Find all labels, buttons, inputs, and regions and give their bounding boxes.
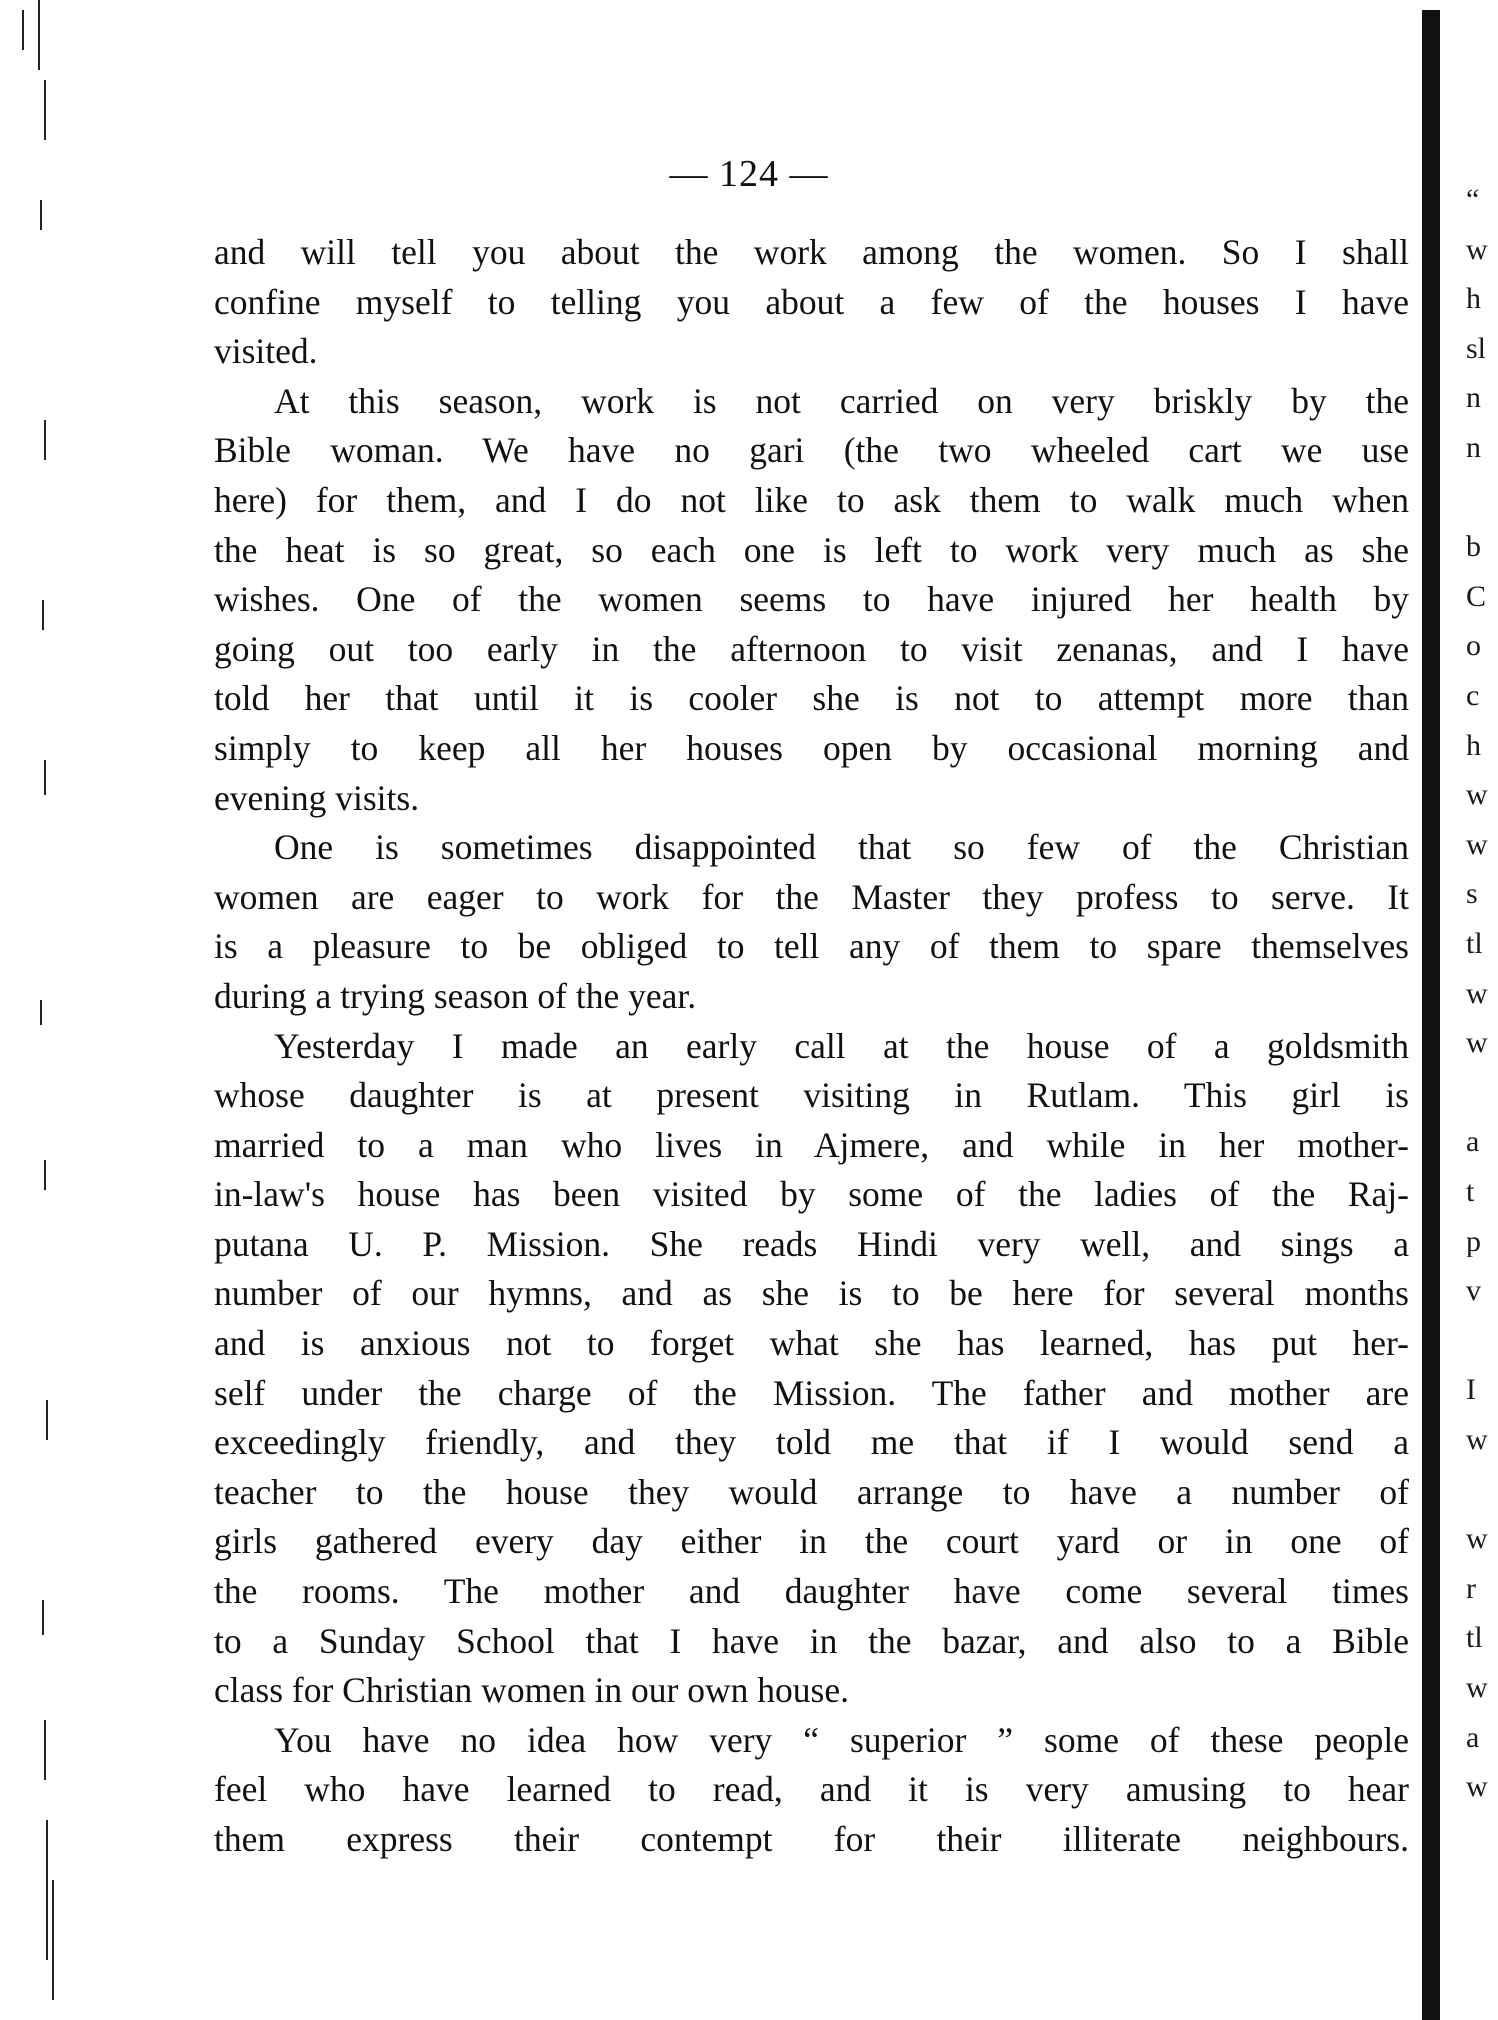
adjacent-page-fragment: s: [1466, 879, 1478, 910]
adjacent-page-fragment: c: [1466, 681, 1480, 711]
adjacent-page-fragment: “: [1466, 185, 1480, 215]
text-line: Bible woman. We have no gari (the two wheeled cart we use: [214, 430, 1409, 471]
text-line: One is sometimes disappointed that so few of the Christian: [274, 827, 1409, 868]
adjacent-page-fragment: p: [1466, 1226, 1481, 1257]
text-line: visited.: [214, 331, 318, 372]
text-line: the rooms. The mother and daughter have come several times: [214, 1571, 1409, 1612]
adjacent-page-fragment: a: [1466, 1127, 1480, 1158]
text-line: class for Christian women in our own house.: [214, 1670, 849, 1711]
text-line: told her that until it is cooler she is not to attempt more than: [214, 678, 1409, 719]
text-line: wishes. One of the women seems to have injured her health by: [214, 579, 1409, 620]
text-line: girls gathered every day either in the court yard or in one of: [214, 1521, 1409, 1562]
adjacent-page-fragment: v: [1466, 1276, 1481, 1307]
text-line: feel who have learned to read, and it is very amusing to hear: [214, 1769, 1409, 1810]
text-line: is a pleasure to be obliged to tell any of them to spare themselves: [214, 926, 1409, 967]
adjacent-page-edge: [1466, 0, 1498, 2020]
text-line: and will tell you about the work among the women. So I shall: [214, 232, 1409, 272]
paragraph: [214, 228, 1409, 377]
text-line: here) for them, and I do not like to ask them to walk much when: [214, 479, 1409, 520]
adjacent-page-fragment: h: [1466, 730, 1481, 761]
adjacent-page-fragment: w: [1466, 780, 1488, 811]
adjacent-page-fragment: w: [1466, 1425, 1488, 1456]
adjacent-page-fragment: o: [1466, 631, 1481, 662]
adjacent-page-fragment: b: [1466, 532, 1481, 563]
page-number: — 124 —: [669, 153, 829, 195]
adjacent-page-fragment: n: [1466, 383, 1481, 414]
paragraph: [214, 1022, 1409, 1716]
text-line: simply to keep all her houses open by occasional morning and: [214, 727, 1409, 768]
paragraph: [214, 823, 1409, 1021]
body-text: [214, 228, 1409, 1865]
text-line: evening visits.: [214, 777, 420, 818]
text-line: in-law's house has been visited by some of the ladies of the Raj-: [214, 1174, 1409, 1215]
text-line: and is anxious not to forget what she has learned, has put her-: [214, 1323, 1409, 1364]
text-line: self under the charge of the Mission. The father and mother are: [214, 1372, 1409, 1413]
adjacent-page-fragment: tl: [1466, 1623, 1483, 1654]
adjacent-page-fragment: n: [1466, 433, 1481, 463]
binding-edge: [1422, 10, 1440, 2020]
text-line: At this season, work is not carried on very briskly by the: [274, 380, 1409, 421]
text-line: You have no idea how very “ superior ” some of these people: [274, 1719, 1409, 1760]
text-line: exceedingly friendly, and they told me that if I would send a: [214, 1422, 1409, 1463]
adjacent-page-fragment: tl: [1466, 929, 1483, 959]
text-line: whose daughter is at present visiting in Rutlam. This girl is: [214, 1075, 1409, 1116]
adjacent-page-fragment: w: [1466, 234, 1488, 265]
text-line: confine myself to telling you about a few of the houses I have: [214, 281, 1409, 322]
text-line: them express their contempt for their illiterate neighbours.: [214, 1819, 1409, 1859]
text-line: the heat is so great, so each one is left to work very much as she: [214, 529, 1409, 570]
text-line: during a trying season of the year.: [214, 975, 697, 1016]
text-line: women are eager to work for the Master they profess to serve. It: [214, 876, 1409, 917]
text-line: married to a man who lives in Ajmere, and while in her mother-: [214, 1124, 1409, 1165]
adjacent-page-fragment: w: [1466, 1772, 1488, 1803]
text-line: Yesterday I made an early call at the house of a goldsmith: [274, 1025, 1409, 1066]
adjacent-page-fragment: w: [1466, 1673, 1488, 1704]
text-line: to a Sunday School that I have in the bazar, and also to a Bible: [214, 1620, 1409, 1661]
paragraph: [214, 377, 1409, 823]
adjacent-page-fragment: C: [1466, 581, 1487, 612]
paragraph: [214, 1716, 1409, 1865]
text-line: going out too early in the afternoon to visit zenanas, and I have: [214, 628, 1409, 669]
adjacent-page-fragment: r: [1466, 1573, 1476, 1604]
adjacent-page-fragment: w: [1466, 978, 1488, 1009]
scan-edge-artifacts: [0, 0, 70, 2020]
adjacent-page-fragment: w: [1466, 829, 1488, 860]
adjacent-page-fragment: w: [1466, 1028, 1488, 1059]
adjacent-page-fragment: h: [1466, 284, 1481, 315]
text-line: teacher to the house they would arrange to have a number of: [214, 1471, 1409, 1512]
adjacent-page-fragment: I: [1466, 1375, 1476, 1406]
adjacent-page-fragment: a: [1466, 1722, 1480, 1753]
adjacent-page-fragment: sl: [1466, 333, 1487, 364]
adjacent-page-fragment: w: [1466, 1524, 1488, 1555]
adjacent-page-fragment: t: [1466, 1177, 1475, 1208]
text-line: number of our hymns, and as she is to be here for several months: [214, 1273, 1409, 1314]
text-line: putana U. P. Mission. She reads Hindi very well, and sings a: [214, 1223, 1409, 1264]
